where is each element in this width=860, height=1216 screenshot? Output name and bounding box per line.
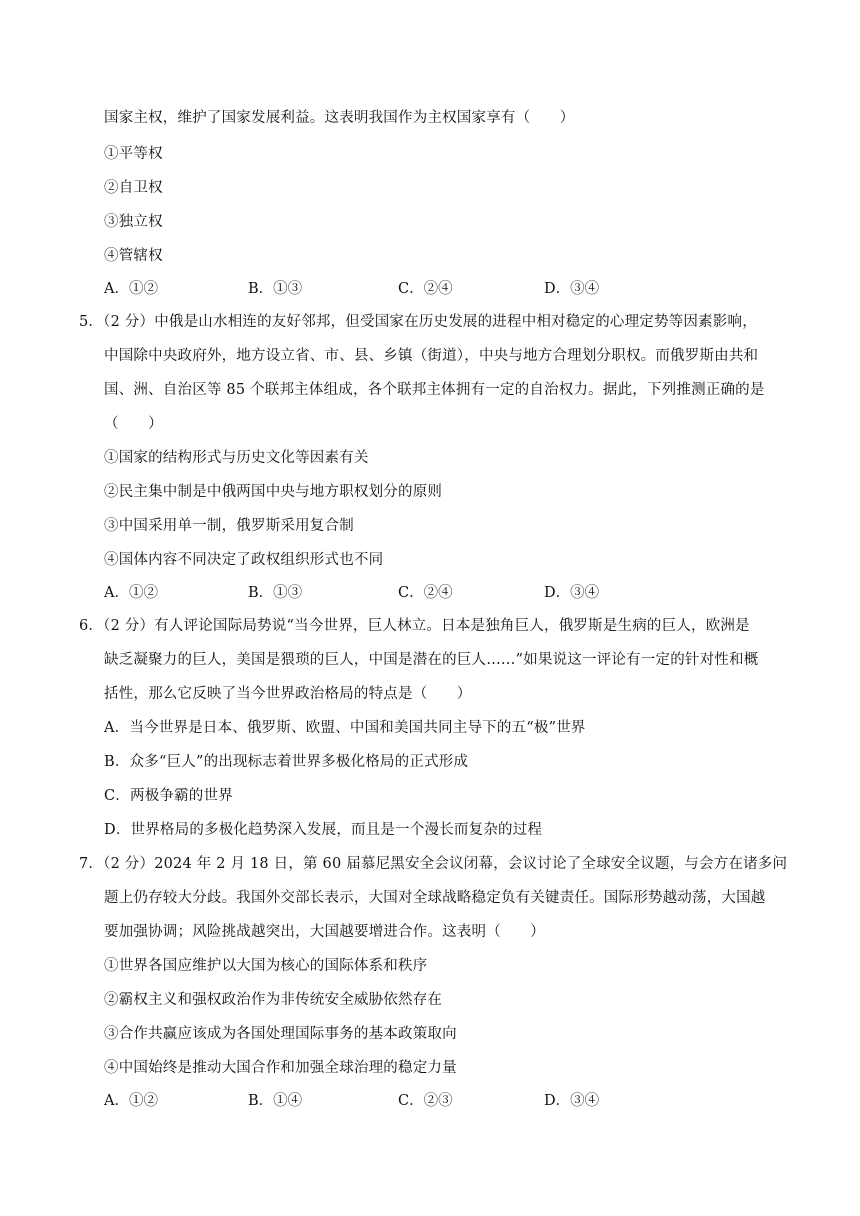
q5-option-3: ③中国采用单一制，俄罗斯采用复合制 xyxy=(104,518,354,534)
q4-stem-tail: 国家主权，维护了国家发展利益。这表明我国作为主权国家享有（ ） xyxy=(104,110,575,126)
q7-choices xyxy=(104,1090,804,1112)
q4-choice-c: C．②④ xyxy=(398,281,453,297)
q7-stem-line-3: 要加强协调；风险挑战越突出，大国越要增进合作。这表明（ ） xyxy=(104,924,545,940)
q6-stem-line-1: 6．（2 分）有人评论国际局势说“当今世界，巨人林立。日本是独角巨人，俄罗斯是生病的巨人，欧洲是 xyxy=(79,618,750,634)
q4-option-3: ③独立权 xyxy=(104,214,163,230)
q7-stem-line-2: 题上仍存较大分歧。我国外交部长表示，大国对全球战略稳定负有关键责任。国际形势越动荡，大国越 xyxy=(104,890,766,906)
q4-option-2: ②自卫权 xyxy=(104,180,163,196)
q5-choice-c: C．②④ xyxy=(398,585,453,601)
q7-stem-line-1: 7．（2 分）2024 年 2 月 18 日，第 60 届慕尼黑安全会议闭幕，会议讨论了全球安全议题，与会方在诸多问 xyxy=(79,856,788,872)
q7-option-4: ④中国始终是推动大国合作和加强全球治理的稳定力量 xyxy=(104,1060,457,1076)
q6-choice-b: B．众多“巨人”的出现标志着世界多极化格局的正式形成 xyxy=(104,754,469,770)
q5-stem-line-4: （ ） xyxy=(104,416,163,432)
q7-choice-c: C．②③ xyxy=(398,1093,453,1109)
q5-choice-a: A．①② xyxy=(104,585,158,601)
q7-choice-a: A．①② xyxy=(104,1093,158,1109)
q4-choices xyxy=(104,278,804,300)
q5-choice-b: B．①③ xyxy=(248,585,303,601)
q5-option-1: ①国家的结构形式与历史文化等因素有关 xyxy=(104,450,369,466)
q6-choice-a: A．当今世界是日本、俄罗斯、欧盟、中国和美国共同主导下的五“极”世界 xyxy=(104,720,586,736)
q5-stem-line-2: 中国除中央政府外，地方设立省、市、县、乡镇（街道），中央与地方合理划分职权。而俄罗斯由共和 xyxy=(104,348,759,364)
q5-stem-line-1: 5．（2 分）中俄是山水相连的友好邻邦，但受国家在历史发展的进程中相对稳定的心理定势等因素影响， xyxy=(79,314,757,330)
q7-option-1: ①世界各国应维护以大国为核心的国际体系和秩序 xyxy=(104,958,428,974)
q4-choice-a: A．①② xyxy=(104,281,158,297)
q6-choice-c: C．两极争霸的世界 xyxy=(104,788,233,804)
q4-option-4: ④管辖权 xyxy=(104,248,163,264)
q5-option-4: ④国体内容不同决定了政权组织形式也不同 xyxy=(104,552,384,568)
q7-choice-b: B．①④ xyxy=(248,1093,303,1109)
q6-stem-line-2: 缺乏凝聚力的巨人，美国是猥琐的巨人，中国是潜在的巨人……”如果说这一评论有一定的针对性和概 xyxy=(104,652,759,668)
q7-option-3: ③合作共赢应该成为各国处理国际事务的基本政策取向 xyxy=(104,1026,457,1042)
q6-choice-d: D．世界格局的多极化趋势深入发展，而且是一个漫长而复杂的过程 xyxy=(104,822,543,838)
q5-option-2: ②民主集中制是中俄两国中央与地方职权划分的原则 xyxy=(104,484,443,500)
q5-stem-line-3: 国、洲、自治区等 85 个联邦主体组成，各个联邦主体拥有一定的自治权力。据此，下列推测正确的是 xyxy=(104,382,765,398)
q7-option-2: ②霸权主义和强权政治作为非传统安全威胁依然存在 xyxy=(104,992,443,1008)
q4-choice-d: D．③④ xyxy=(544,281,600,297)
q7-choice-d: D．③④ xyxy=(544,1093,600,1109)
q4-choice-b: B．①③ xyxy=(248,281,303,297)
q5-choice-d: D．③④ xyxy=(544,585,600,601)
q5-choices xyxy=(104,582,804,604)
q6-stem-line-3: 括性，那么它反映了当今世界政治格局的特点是（ ） xyxy=(104,686,472,702)
q4-option-1: ①平等权 xyxy=(104,146,163,162)
